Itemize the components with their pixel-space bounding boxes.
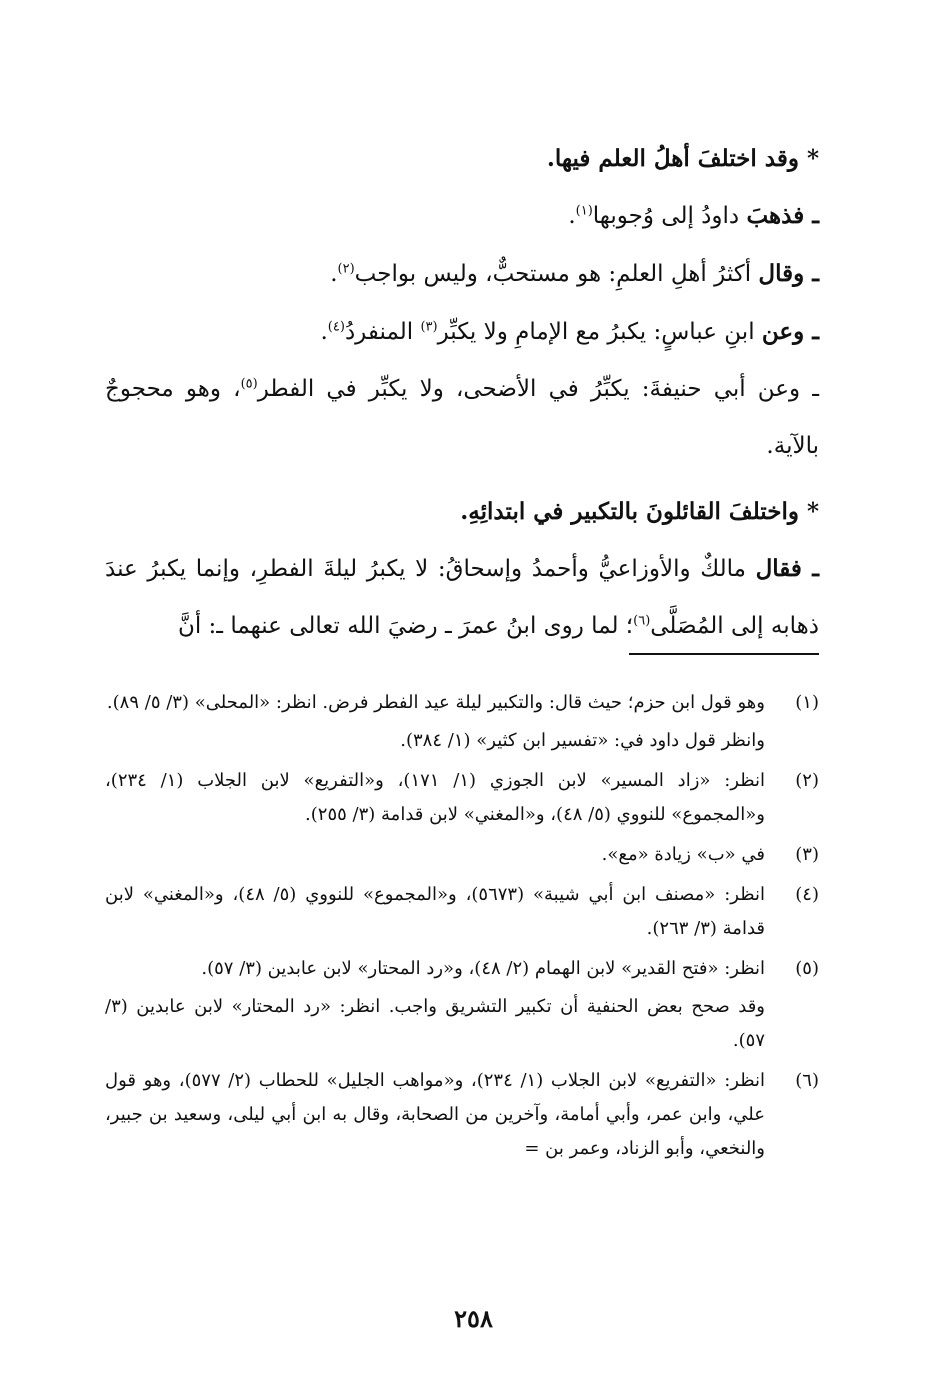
footnote-number: (٤)	[795, 884, 819, 905]
footnote-body	[105, 838, 765, 876]
footnote-ref-3[interactable]: (٣)	[420, 319, 438, 335]
footnote-ref-5[interactable]: (٥)	[240, 376, 258, 392]
main-paragraph-4-lead: ـ وعن	[761, 318, 819, 345]
main-paragraph-6-text: * واختلفَ القائلونَ بالتكبير في ابتدائِهِ.	[460, 498, 819, 525]
main-paragraph-2	[105, 187, 819, 245]
footnote-body	[105, 952, 765, 1062]
main-paragraph-3	[105, 245, 819, 303]
footnote-text: في «ب» زيادة «مع».	[601, 844, 765, 865]
footnote-body	[105, 686, 765, 762]
main-paragraph-2-lead: ـ فذهبَ	[746, 202, 819, 229]
main-paragraph-5	[105, 361, 819, 475]
footnote-5	[105, 952, 819, 1062]
footnote-6	[105, 1064, 819, 1170]
page-number: ٢٥٨	[454, 1304, 493, 1333]
main-paragraph-6	[105, 483, 819, 540]
main-paragraph-7-text-b: ؛ لما روى ابنُ عمرَ ـ رضيَ الله تعالى عنهما ـ: أنَّ	[177, 613, 634, 639]
main-paragraph-3-tail: .	[330, 261, 338, 287]
footnote-text: انظر: «زاد المسير» لابن الجوزي (١/ ١٧١)، و«التفريع» لابن الجلاب (١/ ٢٣٤)، و«المجموع» للنووي (٥/ ٤٨)، و«المغني» لابن قدامة (٣/ ٢٥٥).	[105, 770, 765, 825]
footnote-body	[105, 878, 765, 950]
main-paragraph-7-text-a: مالكٌ والأوزاعيُّ وأحمدُ وإسحاقُ: لا يكبرُ ليلةَ الفطرِ، وإنما يكبرُ عندَ ذهابه إلى المُصَلَّى	[105, 556, 819, 639]
footnote-text: وقد صحح بعض الحنفية أن تكبير التشريق واجب. انظر: «رد المحتار» لابن عابدين (٣/ ٥٧).	[105, 996, 765, 1051]
footnotes	[105, 686, 819, 1172]
footnote-text: وانظر قول داود في: «تفسير ابن كثير» (١/ ٣٨٤).	[400, 730, 765, 751]
footnote-ref-6[interactable]: (٦)	[633, 613, 651, 629]
footnote-number: (٦)	[795, 1070, 819, 1091]
footnote-3	[105, 838, 819, 876]
footnote-body	[105, 764, 765, 836]
main-paragraph-3-lead: ـ وقال	[758, 260, 819, 287]
main-paragraph-1-text: * وقد اختلفَ أهلُ العلم فيها.	[546, 145, 819, 172]
main-paragraph-7-lead: ـ فقال	[755, 555, 819, 582]
footnote-number: (٥)	[795, 958, 819, 979]
main-paragraph-2-text: داودُ إلى وُجوبها	[592, 203, 747, 229]
main-text	[105, 130, 819, 655]
main-paragraph-4-text-a: ابنِ عباسٍ: يكبرُ مع الإمامِ ولا يكبِّر	[437, 319, 762, 345]
footnote-4	[105, 878, 819, 950]
main-paragraph-4-tail: .	[320, 319, 328, 345]
footnote-2	[105, 764, 819, 836]
footnote-number: (٣)	[795, 844, 819, 865]
main-paragraph-3-text: أكثرُ أهلِ العلمِ: هو مستحبٌّ، وليس بواجب	[354, 261, 759, 287]
footnote-separator	[629, 653, 819, 655]
footnote-number: (٢)	[795, 770, 819, 791]
footnote-number: (١)	[795, 692, 819, 713]
footnote-ref-4[interactable]: (٤)	[327, 319, 345, 335]
footnote-text: انظر: «مصنف ابن أبي شيبة» (٥٦٧٣)، و«المجموع» للنووي (٥/ ٤٨)، و«المغني» لابن قدامة (٣/ ٢٦٣).	[105, 884, 765, 939]
footnote-ref-1[interactable]: (١)	[575, 203, 593, 219]
footnote-text: انظر: «فتح القدير» لابن الهمام (٢/ ٤٨)، و«رد المحتار» لابن عابدين (٣/ ٥٧).	[201, 958, 765, 979]
main-paragraph-5-text-a: ـ وعن أبي حنيفةَ: يكبِّرُ في الأضحى، ولا يكبِّر في الفطر	[257, 376, 819, 402]
footnote-ref-2[interactable]: (٢)	[337, 261, 355, 277]
main-paragraph-5-text-b: ، وهو محجوجٌ بالآية.	[105, 376, 819, 459]
footnote-1	[105, 686, 819, 762]
footnote-body	[105, 1064, 765, 1170]
main-paragraph-1	[105, 130, 819, 187]
footnote-text: انظر: «التفريع» لابن الجلاب (١/ ٢٣٤)، و«مواهب الجليل» للحطاب (٢/ ٥٧٧)، وهو قول علي، وابن عمر، وأبي أمامة، وآخرين من الصحابة، وقال به ابن أبي ليلى، وسعيد بن جبير، والنخعي، وأبو الزناد، وعمر بن =	[105, 1070, 765, 1159]
main-paragraph-4-text-b: المنفردُ	[344, 319, 421, 345]
main-paragraph-2-tail: .	[568, 203, 576, 229]
footnote-text: وهو قول ابن حزم؛ حيث قال: والتكبير ليلة عيد الفطر فرض. انظر: «المحلى» (٣/ ٥/ ٨٩).	[106, 692, 765, 713]
main-paragraph-4	[105, 303, 819, 361]
main-paragraph-7	[105, 540, 819, 655]
